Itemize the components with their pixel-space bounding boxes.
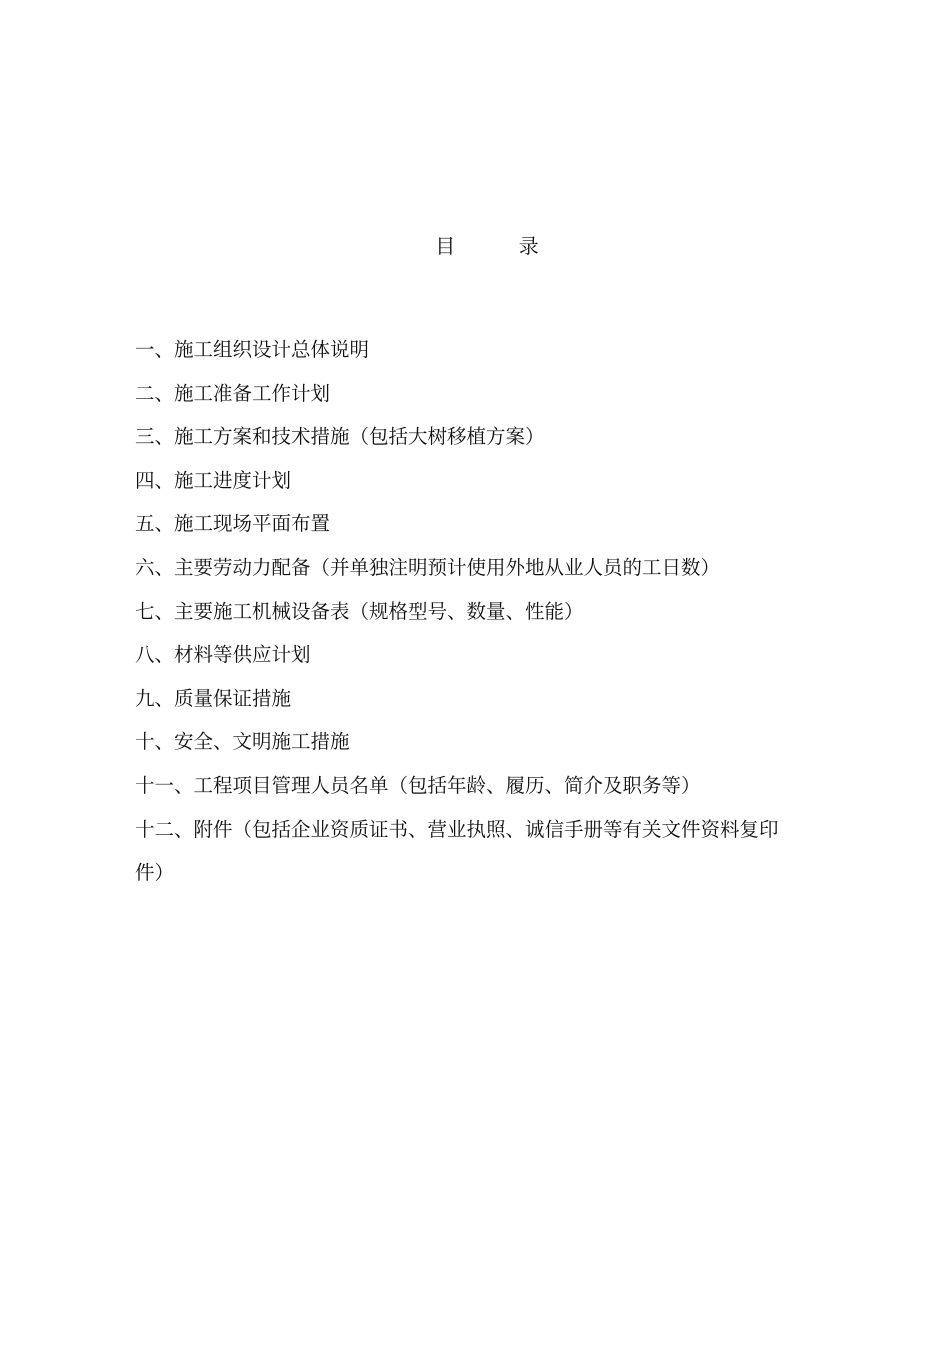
toc-item-8: 八、材料等供应计划 bbox=[135, 643, 311, 667]
toc-item-3: 三、施工方案和技术措施（包括大树移植方案） bbox=[135, 425, 545, 449]
toc-item-4: 四、施工进度计划 bbox=[135, 468, 292, 492]
toc-item-7: 七、主要施工机械设备表（规格型号、数量、性能） bbox=[135, 599, 584, 623]
table-of-contents bbox=[135, 328, 795, 895]
toc-item-12: 十二、附件（包括企业资质证书、营业执照、诚信手册等有关文件资料复印件） bbox=[135, 817, 779, 885]
toc-item-1: 一、施工组织设计总体说明 bbox=[135, 338, 370, 361]
toc-item-10: 十、安全、文明施工措施 bbox=[135, 730, 350, 754]
toc-item-9: 九、质量保证措施 bbox=[135, 686, 292, 710]
page-title: 目 录 bbox=[435, 234, 539, 258]
toc-item-11: 十一、工程项目管理人员名单（包括年龄、履历、简介及职务等） bbox=[135, 773, 701, 797]
toc-item-5: 五、施工现场平面布置 bbox=[135, 512, 331, 536]
toc-item-6: 六、主要劳动力配备（并单独注明预计使用外地从业人员的工日数） bbox=[135, 555, 721, 579]
toc-item-2: 二、施工准备工作计划 bbox=[135, 381, 331, 405]
